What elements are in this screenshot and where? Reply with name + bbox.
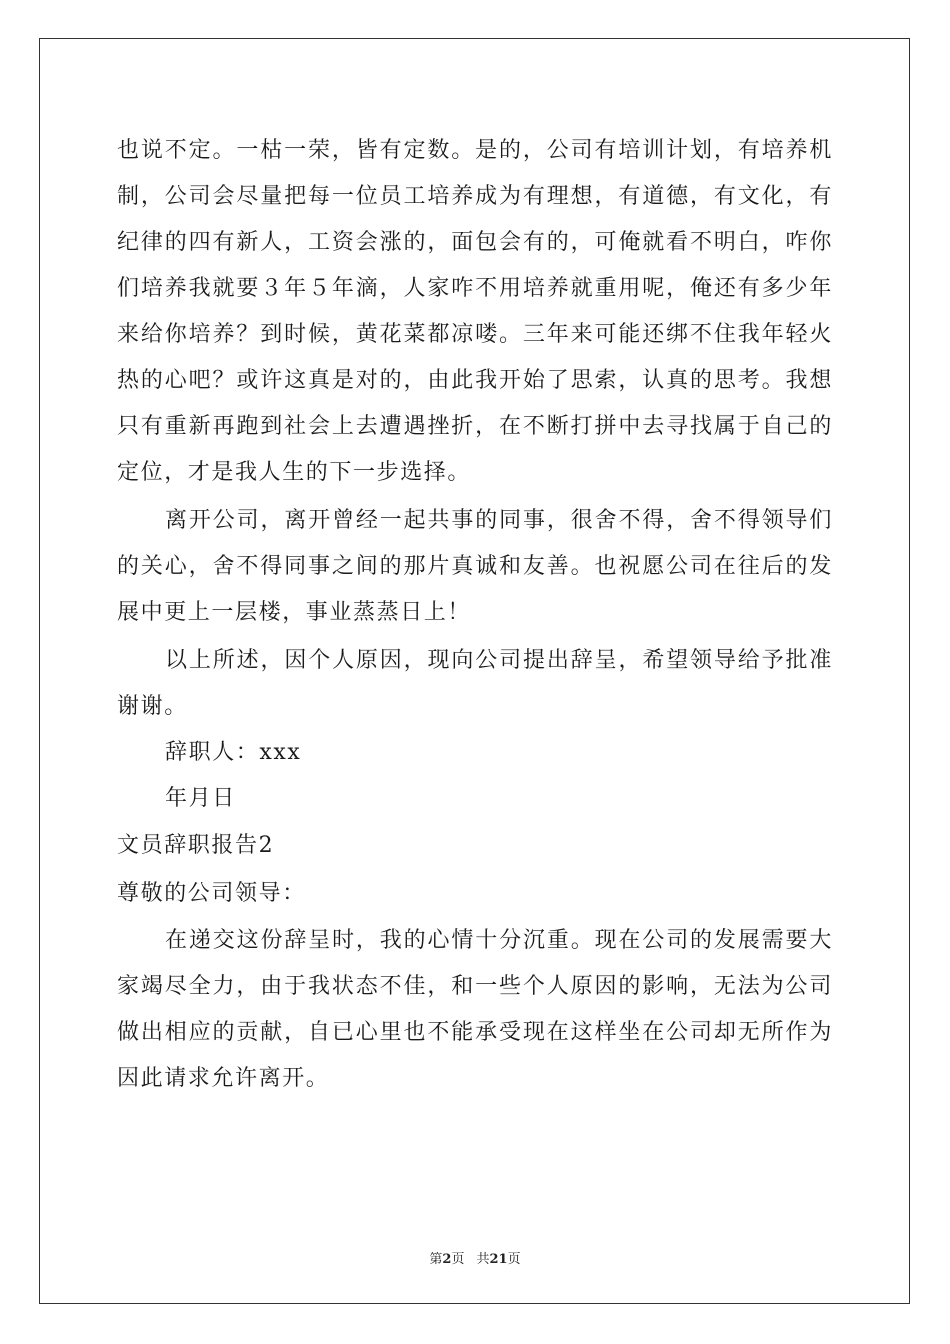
salutation: 尊敬的公司领导： <box>117 881 306 906</box>
paragraph-resignation-body: 在递交这份辞呈时，我的心情十分沉重。现在公司的发展需要大家竭尽全力，由于我状态不佳，和一些个人原因的影响，无法为公司做出相应的贡献，自已心里也不能承受现在这样坐在公司却无所作为因此请求允许离开。 <box>117 928 833 1091</box>
signature-line: 辞职人：xxx <box>165 740 302 765</box>
total-pages: 21 <box>489 1252 508 1267</box>
total-prefix: 共 <box>476 1252 490 1267</box>
total-suffix: 页 <box>507 1252 521 1267</box>
document-body <box>117 128 833 1102</box>
date-line: 年月日 <box>165 786 236 811</box>
page-number: 2 <box>442 1252 452 1267</box>
section-title: 文员辞职报告2 <box>117 833 275 858</box>
paragraph-farewell: 离开公司，离开曾经一起共事的同事，很舍不得，舍不得领导们的关心，舍不得同事之间的那片真诚和友善。也祝愿公司在往后的发展中更上一层楼，事业蒸蒸日上！ <box>117 508 833 625</box>
paragraph-request: 以上所述，因个人原因，现向公司提出辞呈，希望领导给予批准谢谢。 <box>117 648 833 719</box>
page-prefix: 第 <box>429 1252 443 1267</box>
page-suffix: 页 <box>451 1252 465 1267</box>
page-footer <box>0 1248 950 1267</box>
paragraph-continuation: 也说不定。一枯一荣，皆有定数。是的，公司有培训计划，有培养机制，公司会尽量把每一位员工培养成为有理想，有道德，有文化，有纪律的四有新人，工资会涨的，面包会有的，可俺就看不明白，咋你们培养我就要３年５年滴，人家咋不用培养就重用呢，俺还有多少年来给你培养？到时候，黄花菜都凉喽。三年来可能还绑不住我年轻火热的心吧？或许这真是对的，由此我开始了思索，认真的思考。我想只有重新再跑到社会上去遭遇挫折，在不断打拼中去寻找属于自己的定位，才是我人生的下一步选择。 <box>117 138 833 485</box>
